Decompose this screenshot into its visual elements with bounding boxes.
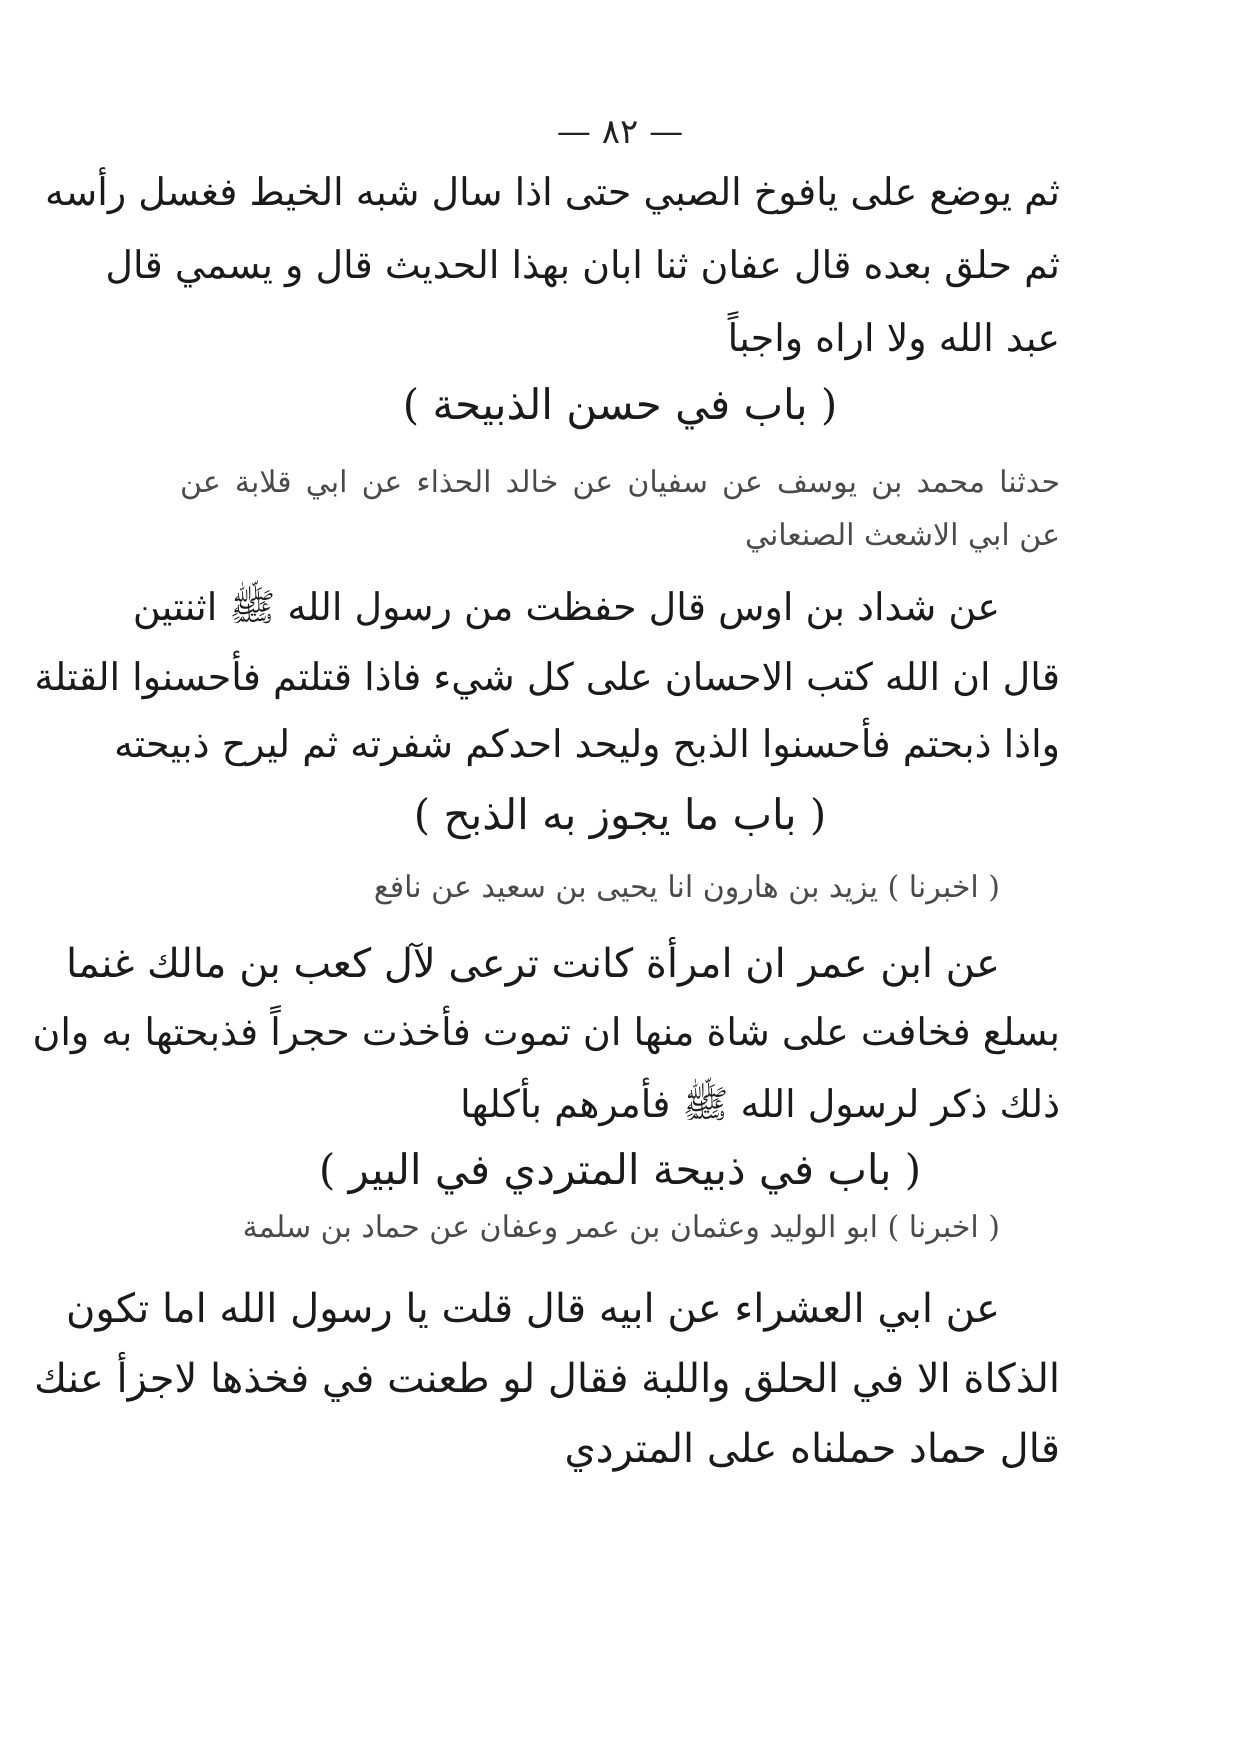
text-line-9: ذلك ذكر لرسول الله ﷺ فأمرهم بأكلها [460, 1082, 1060, 1126]
text-line-10: عن ابي العشراء عن ابيه قال قلت يا رسول الله اما تكون [66, 1286, 1000, 1332]
chapter-heading-good-slaughter: ( باب في حسن الذبيحة ) [402, 380, 838, 429]
text-line-1: ثم يوضع على يافوخ الصبي حتى اذا سال شبه الخيط فغسل رأسه [45, 170, 1060, 214]
isnad-line-1: حدثنا محمد بن يوسف عن سفيان عن خالد الحذاء عن ابي قلابة عن [180, 465, 1060, 500]
text-line-5: قال ان الله كتب الاحسان على كل شيء فاذا قتلتم فأحسنوا القتلة [34, 655, 1060, 699]
text-line-6: واذا ذبحتم فأحسنوا الذبح وليحد احدكم شفرته ثم ليرح ذبيحته [114, 722, 1060, 766]
text-line-2: ثم حلق بعده قال عفان ثنا ابان بهذا الحديث قال و يسمي قال [105, 243, 1060, 287]
page-number: — ٨٢ — [556, 112, 684, 152]
text-line-7: عن ابن عمر ان امرأة كانت ترعى لآل كعب بن مالك غنما [65, 941, 1000, 987]
text-line-8: بسلع فخافت على شاة منها ان تموت فأخذت حجراً فذبحتها به وان [32, 1010, 1060, 1054]
text-line-3: عبد الله ولا اراه واجباً [727, 316, 1060, 360]
chapter-heading-fallen-animal: ( باب في ذبيحة المتردي في البير ) [318, 1145, 922, 1194]
chapter-heading-slaughter-tool: ( باب ما يجوز به الذبح ) [413, 790, 827, 839]
text-line-12: قال حماد حملناه على المتردي [564, 1426, 1060, 1472]
text-line-4: عن شداد بن اوس قال حفظت من رسول الله ﷺ اثنتين [132, 585, 1000, 629]
isnad-line-3: ( اخبرنا ) يزيد بن هارون انا يحيى بن سعيد عن نافع [373, 870, 1000, 905]
text-line-11: الذكاة الا في الحلق واللبة فقال لو طعنت في فخذها لاجزأ عنك [34, 1356, 1060, 1402]
isnad-line-4: ( اخبرنا ) ابو الوليد وعثمان بن عمر وعفان عن حماد بن سلمة [242, 1210, 1000, 1245]
isnad-line-2: عن ابي الاشعث الصنعاني [744, 518, 1060, 553]
